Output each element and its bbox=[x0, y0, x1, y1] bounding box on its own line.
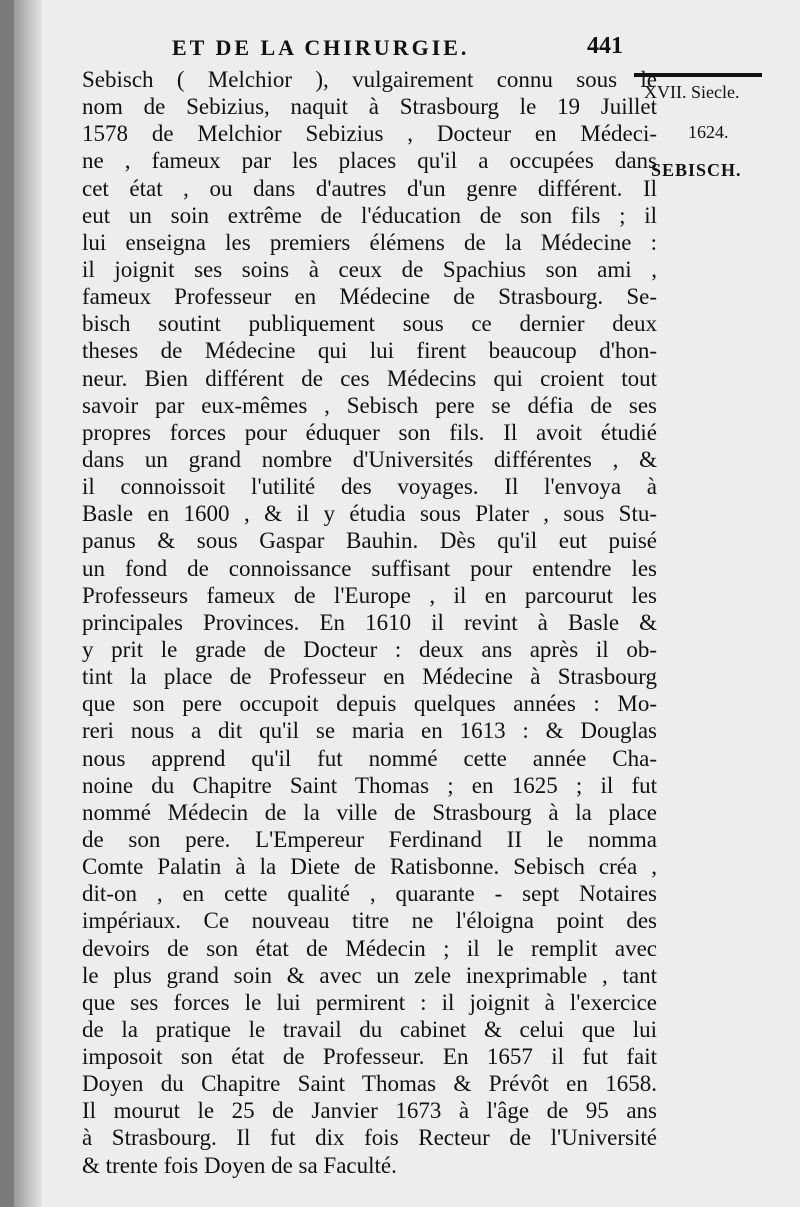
text-line: nommé Médecin de la ville de Strasbourg à la place bbox=[82, 799, 657, 825]
text-line: tint la place de Professeur en Médecine à Strasbourg bbox=[82, 664, 657, 690]
text-line: nom de Sebizius, naquit à Strasbourg le 19 Juillet bbox=[82, 94, 657, 120]
text-line: y prit le grade de Docteur : deux ans après il ob- bbox=[82, 636, 657, 662]
text-line: Basle en 1600 , & il y étudia sous Plater , sous Stu- bbox=[82, 501, 657, 527]
text-line: fameux Professeur en Médecine de Strasbourg. Se- bbox=[82, 284, 657, 310]
margin-note-name: SEBISCH. bbox=[651, 160, 742, 180]
text-line: propres forces pour éduquer son fils. Il avoit étudié bbox=[82, 419, 657, 445]
text-line: theses de Médecine qui lui firent beaucoup d'hon- bbox=[82, 338, 657, 364]
body-text bbox=[82, 66, 657, 1179]
text-line: bisch soutint publiquement sous ce dernier deux bbox=[82, 311, 657, 337]
text-line: eut un soin extrême de l'éducation de son fils ; il bbox=[82, 202, 657, 228]
text-line: à Strasbourg. Il fut dix fois Recteur de l'Université bbox=[82, 1125, 657, 1151]
text-line: 1578 de Melchior Sebizius , Docteur en Médeci- bbox=[82, 121, 657, 147]
text-line: devoirs de son état de Médecin ; il le remplit avec bbox=[82, 935, 657, 961]
text-line: Il mourut le 25 de Janvier 1673 à l'âge de 95 ans bbox=[82, 1098, 657, 1124]
text-line: il connoissoit l'utilité des voyages. Il l'envoya à bbox=[82, 474, 657, 500]
margin-note-century: XVII. Siecle. bbox=[644, 82, 740, 102]
text-line: noine du Chapitre Saint Thomas ; en 1625 ; il fut bbox=[82, 772, 657, 798]
text-line: lui enseigna les premiers élémens de la Médecine : bbox=[82, 229, 657, 255]
text-line: neur. Bien différent de ces Médecins qui croient tout bbox=[82, 365, 657, 391]
text-line: de son pere. L'Empereur Ferdinand II le nomma bbox=[82, 826, 657, 852]
text-line: il joignit ses soins à ceux de Spachius son ami , bbox=[82, 256, 657, 282]
book-page bbox=[14, 0, 800, 1207]
text-line: Professeurs fameux de l'Europe , il en parcourut les bbox=[82, 582, 657, 608]
text-line: Doyen du Chapitre Saint Thomas & Prévôt en 1658. bbox=[82, 1071, 657, 1097]
text-line: dans un grand nombre d'Universités différentes , & bbox=[82, 446, 657, 472]
page-number: 441 bbox=[587, 33, 623, 59]
gutter-shadow bbox=[14, 0, 42, 1207]
text-line: panus & sous Gaspar Bauhin. Dès qu'il eut puisé bbox=[82, 528, 657, 554]
text-line: de la pratique le travail du cabinet & celui que lui bbox=[82, 1016, 657, 1042]
text-line: Sebisch ( Melchior ), vulgairement connu sous le bbox=[82, 67, 657, 92]
text-line: un fond de connoissance suffisant pour entendre les bbox=[82, 555, 657, 581]
running-title: ET DE LA CHIRURGIE. bbox=[172, 35, 470, 60]
text-line: savoir par eux-mêmes , Sebisch pere se défia de ses bbox=[82, 392, 657, 418]
text-line: reri nous a dit qu'il se maria en 1613 : & Douglas bbox=[82, 718, 657, 744]
text-line: ne , fameux par les places qu'il a occupées dans bbox=[82, 148, 657, 174]
text-line: impériaux. Ce nouveau titre ne l'éloigna point des bbox=[82, 908, 657, 934]
text-line: Comte Palatin à la Diete de Ratisbonne. Sebisch créa , bbox=[82, 854, 657, 880]
text-line: dit-on , en cette qualité , quarante - sept Notaires bbox=[82, 881, 657, 907]
text-line: que son pere occupoit depuis quelques années : Mo- bbox=[82, 691, 657, 717]
text-line: & trente fois Doyen de sa Faculté. bbox=[82, 1152, 397, 1178]
text-line: le plus grand soin & avec un zele inexprimable , tant bbox=[82, 962, 657, 988]
text-line: cet état , ou dans d'autres d'un genre différent. Il bbox=[82, 175, 657, 201]
text-line: principales Provinces. En 1610 il revint à Basle & bbox=[82, 609, 657, 635]
text-line: que ses forces le lui permirent : il joignit à l'exercice bbox=[82, 989, 657, 1015]
text-line: nous apprend qu'il fut nommé cette année Cha- bbox=[82, 745, 657, 771]
margin-note-year: 1624. bbox=[688, 122, 729, 142]
text-line: imposoit son état de Professeur. En 1657 il fut fait bbox=[82, 1044, 657, 1070]
